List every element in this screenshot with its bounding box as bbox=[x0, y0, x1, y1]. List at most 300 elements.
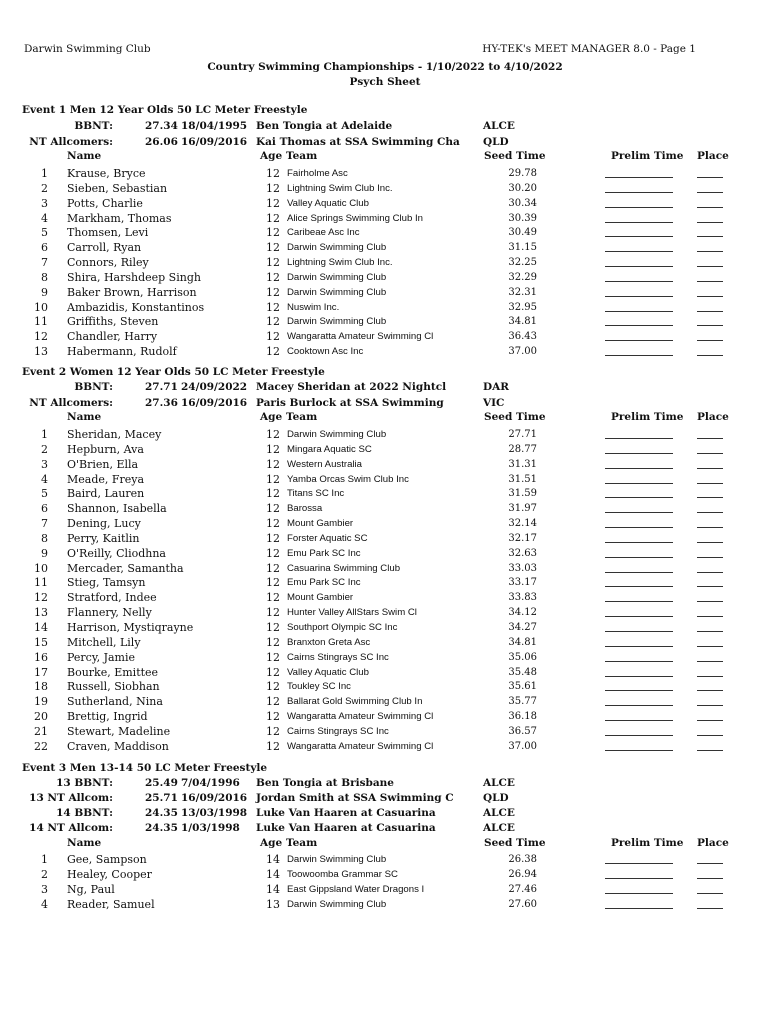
swimmer-team: Alice Springs Swimming Club In bbox=[287, 212, 423, 224]
col-seed: Seed Time bbox=[484, 411, 546, 423]
place-blank bbox=[697, 883, 723, 894]
swimmer-team: Western Australia bbox=[287, 458, 363, 470]
prelim-time-blank bbox=[605, 286, 673, 297]
swimmer-name: Baird, Lauren bbox=[67, 487, 145, 501]
entry-number: 10 bbox=[34, 561, 48, 575]
entry-row bbox=[0, 256, 770, 271]
prelim-time-blank bbox=[605, 458, 673, 469]
swimmer-team: Cooktown Asc Inc bbox=[287, 346, 364, 358]
entry-row bbox=[0, 898, 770, 913]
seed-time: 34.81 bbox=[508, 316, 537, 328]
seed-time: 36.18 bbox=[508, 711, 537, 723]
col-prelim: Prelim Time bbox=[611, 411, 684, 423]
swimmer-age: 12 bbox=[266, 665, 280, 679]
record-time: 26.06 bbox=[145, 135, 178, 148]
col-prelim: Prelim Time bbox=[611, 150, 684, 162]
entry-number: 16 bbox=[34, 650, 48, 664]
swimmer-name: Mercader, Samantha bbox=[67, 561, 184, 575]
record-holder: Luke Van Haaren at Casuarina bbox=[256, 807, 436, 819]
record-label: NT Allcomers: bbox=[29, 396, 113, 409]
entry-number: 12 bbox=[34, 591, 48, 605]
record-holder: Ben Tongia at Adelaide bbox=[256, 120, 393, 132]
record-code: ALCE bbox=[483, 120, 515, 132]
prelim-time-blank bbox=[605, 330, 673, 341]
swimmer-team: Darwin Swimming Club bbox=[287, 286, 387, 298]
prelim-time-blank bbox=[605, 301, 673, 312]
entry-row bbox=[0, 473, 770, 488]
entry-number: 10 bbox=[34, 300, 48, 314]
entry-row bbox=[0, 666, 770, 681]
prelim-time-blank bbox=[605, 315, 673, 326]
swimmer-name: Markham, Thomas bbox=[67, 211, 172, 225]
swimmer-age: 12 bbox=[266, 270, 280, 284]
swimmer-age: 12 bbox=[266, 531, 280, 545]
place-blank bbox=[697, 345, 723, 356]
entry-row bbox=[0, 428, 770, 443]
place-blank bbox=[697, 725, 723, 736]
record-holder: Kai Thomas at SSA Swimming Cha bbox=[256, 135, 460, 148]
record-code: VIC bbox=[483, 396, 505, 409]
entry-number: 13 bbox=[34, 606, 48, 620]
seed-time: 31.59 bbox=[508, 488, 537, 500]
record-code: ALCE bbox=[483, 822, 515, 834]
record-date: 1/03/1998 bbox=[181, 822, 240, 834]
entry-row bbox=[0, 330, 770, 345]
swimmer-name: Krause, Bryce bbox=[67, 167, 146, 180]
prelim-time-blank bbox=[605, 473, 673, 484]
swimmer-name: Thomsen, Levi bbox=[67, 226, 149, 240]
entry-number: 1 bbox=[41, 428, 48, 441]
swimmer-team: Emu Park SC Inc bbox=[287, 547, 361, 559]
entry-number: 11 bbox=[34, 576, 48, 590]
entry-number: 2 bbox=[41, 867, 48, 881]
entry-number: 8 bbox=[41, 270, 48, 284]
record-date: 18/04/1995 bbox=[181, 120, 248, 132]
entry-row bbox=[0, 197, 770, 212]
swimmer-age: 12 bbox=[266, 472, 280, 486]
swimmer-team: Branxton Greta Asc bbox=[287, 636, 371, 648]
seed-time: 31.31 bbox=[508, 458, 537, 470]
record-line bbox=[0, 381, 770, 396]
seed-time: 35.48 bbox=[508, 666, 537, 678]
swimmer-team: Ballarat Gold Swimming Club In bbox=[287, 696, 423, 708]
seed-time: 27.60 bbox=[508, 898, 537, 910]
place-blank bbox=[697, 680, 723, 691]
entry-number: 8 bbox=[41, 531, 48, 545]
record-time: 24.35 bbox=[145, 807, 178, 819]
swimmer-age: 12 bbox=[266, 650, 280, 664]
swimmer-age: 12 bbox=[266, 724, 280, 738]
seed-time: 32.31 bbox=[508, 286, 537, 298]
entry-number: 7 bbox=[41, 256, 48, 270]
record-code: ALCE bbox=[483, 807, 515, 819]
prelim-time-blank bbox=[605, 212, 673, 223]
seed-time: 37.00 bbox=[508, 346, 537, 358]
swimmer-name: Sieben, Sebastian bbox=[67, 181, 168, 195]
place-blank bbox=[697, 330, 723, 341]
swimmer-name: Habermann, Rudolf bbox=[67, 345, 177, 359]
record-holder: Jordan Smith at SSA Swimming C bbox=[256, 792, 454, 804]
swimmer-age: 12 bbox=[266, 226, 280, 240]
seed-time: 31.51 bbox=[508, 473, 537, 485]
entry-row bbox=[0, 636, 770, 651]
entry-row bbox=[0, 576, 770, 591]
place-blank bbox=[697, 315, 723, 326]
swimmer-age: 12 bbox=[266, 330, 280, 344]
prelim-time-blank bbox=[605, 883, 673, 894]
entry-number: 9 bbox=[41, 285, 48, 299]
record-time: 25.71 bbox=[145, 792, 178, 804]
prelim-time-blank bbox=[605, 547, 673, 558]
entry-number: 15 bbox=[34, 635, 48, 649]
software-page-label: HY-TEK's MEET MANAGER 8.0 - Page 1 bbox=[482, 43, 696, 55]
entry-row bbox=[0, 286, 770, 301]
swimmer-name: Brettig, Ingrid bbox=[67, 710, 148, 724]
swimmer-age: 14 bbox=[266, 867, 280, 881]
seed-time: 30.39 bbox=[508, 212, 537, 224]
event-title: Event 2 Women 12 Year Olds 50 LC Meter Freestyle bbox=[22, 366, 325, 378]
col-place: Place bbox=[697, 150, 729, 162]
swimmer-team: Darwin Swimming Club bbox=[287, 316, 387, 328]
record-label: BBNT: bbox=[74, 381, 113, 393]
swimmer-team: Casuarina Swimming Club bbox=[287, 562, 401, 574]
seed-time: 35.61 bbox=[508, 681, 537, 693]
entry-row bbox=[0, 883, 770, 898]
entry-list bbox=[0, 167, 770, 360]
prelim-time-blank bbox=[605, 725, 673, 736]
swimmer-team: Lightning Swim Club Inc. bbox=[287, 182, 393, 194]
prelim-time-blank bbox=[605, 576, 673, 587]
swimmer-age: 14 bbox=[266, 853, 280, 866]
entry-row bbox=[0, 606, 770, 621]
prelim-time-blank bbox=[605, 710, 673, 721]
swimmer-name: Sheridan, Macey bbox=[67, 428, 162, 441]
sheet-title: Psych Sheet bbox=[349, 76, 421, 88]
swimmer-team: Wangaratta Amateur Swimming Cl bbox=[287, 331, 434, 343]
col-place: Place bbox=[697, 837, 729, 849]
swimmer-age: 12 bbox=[266, 345, 280, 359]
swimmer-name: Harrison, Mystiqrayne bbox=[67, 620, 194, 634]
seed-time: 34.12 bbox=[508, 607, 537, 619]
entry-list bbox=[0, 428, 770, 755]
place-blank bbox=[697, 271, 723, 282]
entry-row bbox=[0, 301, 770, 316]
swimmer-team: Valley Aquatic Club bbox=[287, 666, 369, 678]
swimmer-team: Yamba Orcas Swim Club Inc bbox=[287, 473, 409, 485]
swimmer-team: Emu Park SC Inc bbox=[287, 577, 361, 589]
place-blank bbox=[697, 621, 723, 632]
swimmer-age: 12 bbox=[266, 196, 280, 210]
place-blank bbox=[697, 547, 723, 558]
prelim-time-blank bbox=[605, 666, 673, 677]
prelim-time-blank bbox=[605, 606, 673, 617]
entry-number: 1 bbox=[41, 853, 48, 866]
swimmer-name: O'Brien, Ella bbox=[67, 457, 139, 471]
place-blank bbox=[697, 666, 723, 677]
prelim-time-blank bbox=[605, 898, 673, 909]
swimmer-age: 12 bbox=[266, 710, 280, 724]
entry-number: 3 bbox=[41, 457, 48, 471]
prelim-time-blank bbox=[605, 680, 673, 691]
swimmer-name: Bourke, Emittee bbox=[67, 665, 159, 679]
entry-number: 19 bbox=[34, 695, 48, 709]
place-blank bbox=[697, 532, 723, 543]
club-name: Darwin Swimming Club bbox=[24, 43, 151, 55]
swimmer-name: Hepburn, Ava bbox=[67, 442, 144, 456]
entry-row bbox=[0, 241, 770, 256]
col-seed: Seed Time bbox=[484, 150, 546, 162]
entry-number: 4 bbox=[41, 897, 48, 911]
entry-row bbox=[0, 315, 770, 330]
record-date: 16/09/2016 bbox=[181, 135, 248, 148]
place-blank bbox=[697, 695, 723, 706]
entry-row bbox=[0, 547, 770, 562]
place-blank bbox=[697, 740, 723, 751]
column-header bbox=[0, 837, 770, 851]
swimmer-age: 12 bbox=[266, 606, 280, 620]
record-line bbox=[0, 777, 770, 792]
seed-time: 36.43 bbox=[508, 331, 537, 343]
swimmer-team: East Gippsland Water Dragons I bbox=[287, 883, 425, 895]
place-blank bbox=[697, 197, 723, 208]
entry-number: 3 bbox=[41, 882, 48, 896]
swimmer-name: Meade, Freya bbox=[67, 472, 145, 486]
seed-time: 29.78 bbox=[508, 168, 537, 179]
place-blank bbox=[697, 868, 723, 879]
entry-number: 2 bbox=[41, 181, 48, 195]
prelim-time-blank bbox=[605, 197, 673, 208]
record-time: 25.49 bbox=[145, 777, 178, 789]
record-time: 27.36 bbox=[145, 396, 178, 409]
swimmer-name: Perry, Kaitlin bbox=[67, 531, 140, 545]
seed-time: 28.77 bbox=[508, 443, 537, 455]
entry-row bbox=[0, 226, 770, 241]
prelim-time-blank bbox=[605, 182, 673, 193]
record-label: NT Allcomers: bbox=[29, 135, 113, 148]
entry-row bbox=[0, 182, 770, 197]
record-code: DAR bbox=[483, 381, 509, 393]
meet-title: Country Swimming Championships - 1/10/2022 to 4/10/2022 bbox=[207, 61, 563, 73]
col-place: Place bbox=[697, 411, 729, 423]
entry-row bbox=[0, 591, 770, 606]
entry-number: 7 bbox=[41, 517, 48, 531]
entry-row bbox=[0, 443, 770, 458]
record-code: QLD bbox=[483, 792, 509, 804]
swimmer-team: Valley Aquatic Club bbox=[287, 197, 369, 209]
swimmer-team: Mount Gambier bbox=[287, 518, 354, 530]
entry-row bbox=[0, 502, 770, 517]
entry-row bbox=[0, 517, 770, 532]
swimmer-age: 12 bbox=[266, 502, 280, 516]
place-blank bbox=[697, 651, 723, 662]
swimmer-age: 12 bbox=[266, 635, 280, 649]
record-date: 24/09/2022 bbox=[181, 381, 248, 393]
record-label: 13 BBNT: bbox=[56, 777, 113, 789]
swimmer-age: 12 bbox=[266, 256, 280, 270]
swimmer-name: Shira, Harshdeep Singh bbox=[67, 270, 201, 284]
entry-number: 4 bbox=[41, 472, 48, 486]
seed-time: 31.15 bbox=[508, 242, 537, 254]
col-team: Team bbox=[286, 411, 318, 423]
place-blank bbox=[697, 458, 723, 469]
swimmer-age: 12 bbox=[266, 285, 280, 299]
prelim-time-blank bbox=[605, 853, 673, 864]
place-blank bbox=[697, 226, 723, 237]
swimmer-age: 12 bbox=[266, 241, 280, 255]
place-blank bbox=[697, 576, 723, 587]
prelim-time-blank bbox=[605, 271, 673, 282]
record-line bbox=[0, 397, 770, 412]
entry-row bbox=[0, 532, 770, 547]
swimmer-team: Darwin Swimming Club bbox=[287, 242, 387, 254]
swimmer-age: 12 bbox=[266, 739, 280, 753]
swimmer-team: Toowoomba Grammar SC bbox=[287, 868, 398, 880]
record-holder: Macey Sheridan at 2022 Nightcl bbox=[256, 381, 447, 393]
col-team: Team bbox=[286, 837, 318, 849]
entry-row bbox=[0, 740, 770, 755]
place-blank bbox=[697, 517, 723, 528]
entry-number: 11 bbox=[34, 315, 48, 329]
entry-number: 3 bbox=[41, 196, 48, 210]
swimmer-team: Mingara Aquatic SC bbox=[287, 443, 372, 455]
swimmer-team: Fairholme Asc bbox=[287, 168, 348, 179]
entry-list bbox=[0, 853, 770, 912]
seed-time: 33.83 bbox=[508, 592, 537, 604]
entry-number: 20 bbox=[34, 710, 48, 724]
swimmer-age: 12 bbox=[266, 181, 280, 195]
event-title: Event 1 Men 12 Year Olds 50 LC Meter Freestyle bbox=[22, 104, 308, 116]
place-blank bbox=[697, 562, 723, 573]
swimmer-age: 14 bbox=[266, 882, 280, 896]
place-blank bbox=[697, 428, 723, 439]
swimmer-team: Toukley SC Inc bbox=[287, 681, 351, 693]
prelim-time-blank bbox=[605, 740, 673, 751]
swimmer-team: Forster Aquatic SC bbox=[287, 532, 368, 544]
col-age: Age bbox=[260, 150, 283, 162]
entry-row bbox=[0, 212, 770, 227]
prelim-time-blank bbox=[605, 651, 673, 662]
record-time: 27.71 bbox=[145, 381, 178, 393]
swimmer-age: 12 bbox=[266, 576, 280, 590]
seed-time: 32.25 bbox=[508, 257, 537, 269]
event-title: Event 3 Men 13-14 50 LC Meter Freestyle bbox=[22, 762, 268, 774]
seed-time: 36.57 bbox=[508, 725, 537, 737]
entry-number: 9 bbox=[41, 546, 48, 560]
prelim-time-blank bbox=[605, 591, 673, 602]
entry-number: 17 bbox=[34, 665, 48, 679]
swimmer-team: Wangaratta Amateur Swimming Cl bbox=[287, 740, 434, 752]
swimmer-name: Flannery, Nelly bbox=[67, 606, 152, 620]
record-code: ALCE bbox=[483, 777, 515, 789]
entry-number: 21 bbox=[34, 724, 48, 738]
swimmer-age: 12 bbox=[266, 211, 280, 225]
place-blank bbox=[697, 212, 723, 223]
seed-time: 33.03 bbox=[508, 562, 537, 574]
entry-number: 4 bbox=[41, 211, 48, 225]
entry-row bbox=[0, 621, 770, 636]
seed-time: 31.97 bbox=[508, 503, 537, 515]
place-blank bbox=[697, 898, 723, 909]
entry-number: 1 bbox=[41, 167, 48, 180]
swimmer-team: Titans SC Inc bbox=[287, 488, 345, 500]
record-line bbox=[0, 822, 770, 837]
swimmer-name: Connors, Riley bbox=[67, 256, 149, 270]
entry-number: 5 bbox=[41, 487, 48, 501]
col-prelim: Prelim Time bbox=[611, 837, 684, 849]
prelim-time-blank bbox=[605, 868, 673, 879]
swimmer-age: 12 bbox=[266, 517, 280, 531]
seed-time: 26.94 bbox=[508, 868, 537, 880]
record-label: 14 BBNT: bbox=[56, 807, 113, 819]
swimmer-team: Wangaratta Amateur Swimming Cl bbox=[287, 711, 434, 723]
place-blank bbox=[697, 473, 723, 484]
entry-number: 13 bbox=[34, 345, 48, 359]
seed-time: 30.34 bbox=[508, 197, 537, 209]
seed-time: 27.71 bbox=[508, 429, 537, 440]
swimmer-team: Caribeae Asc Inc bbox=[287, 227, 360, 239]
seed-time: 35.06 bbox=[508, 651, 537, 663]
record-time: 24.35 bbox=[145, 822, 178, 834]
seed-time: 32.17 bbox=[508, 532, 537, 544]
prelim-time-blank bbox=[605, 636, 673, 647]
seed-time: 35.77 bbox=[508, 696, 537, 708]
entry-number: 22 bbox=[34, 739, 48, 753]
prelim-time-blank bbox=[605, 487, 673, 498]
record-label: 14 NT Allcom: bbox=[29, 822, 113, 834]
seed-time: 30.20 bbox=[508, 182, 537, 194]
entry-row bbox=[0, 695, 770, 710]
swimmer-name: Gee, Sampson bbox=[67, 853, 147, 866]
swimmer-team: Barossa bbox=[287, 503, 323, 515]
prelim-time-blank bbox=[605, 345, 673, 356]
swimmer-name: Ambazidis, Konstantinos bbox=[67, 300, 205, 314]
entry-row bbox=[0, 710, 770, 725]
swimmer-name: Percy, Jamie bbox=[67, 650, 136, 664]
entry-row bbox=[0, 853, 770, 868]
swimmer-age: 12 bbox=[266, 457, 280, 471]
entry-number: 5 bbox=[41, 226, 48, 240]
prelim-time-blank bbox=[605, 532, 673, 543]
seed-time: 37.00 bbox=[508, 740, 537, 752]
swimmer-team: Darwin Swimming Club bbox=[287, 898, 387, 910]
col-seed: Seed Time bbox=[484, 837, 546, 849]
prelim-time-blank bbox=[605, 502, 673, 513]
swimmer-team: Hunter Valley AllStars Swim Cl bbox=[287, 607, 417, 619]
col-name: Name bbox=[67, 150, 102, 162]
swimmer-age: 12 bbox=[266, 591, 280, 605]
entry-row bbox=[0, 680, 770, 695]
swimmer-team: Cairns Stingrays SC Inc bbox=[287, 725, 389, 737]
swimmer-name: Ng, Paul bbox=[67, 882, 115, 896]
swimmer-age: 12 bbox=[266, 428, 280, 441]
record-line bbox=[0, 807, 770, 822]
swimmer-age: 12 bbox=[266, 300, 280, 314]
prelim-time-blank bbox=[605, 226, 673, 237]
swimmer-age: 12 bbox=[266, 442, 280, 456]
swimmer-age: 13 bbox=[266, 897, 280, 911]
col-age: Age bbox=[260, 411, 283, 423]
col-age: Age bbox=[260, 837, 283, 849]
swimmer-team: Darwin Swimming Club bbox=[287, 271, 387, 283]
entry-number: 2 bbox=[41, 442, 48, 456]
record-label: 13 NT Allcom: bbox=[29, 792, 113, 804]
prelim-time-blank bbox=[605, 621, 673, 632]
place-blank bbox=[697, 256, 723, 267]
swimmer-team: Nuswim Inc. bbox=[287, 301, 340, 313]
prelim-time-blank bbox=[605, 562, 673, 573]
col-team: Team bbox=[286, 150, 318, 162]
col-name: Name bbox=[67, 411, 102, 423]
